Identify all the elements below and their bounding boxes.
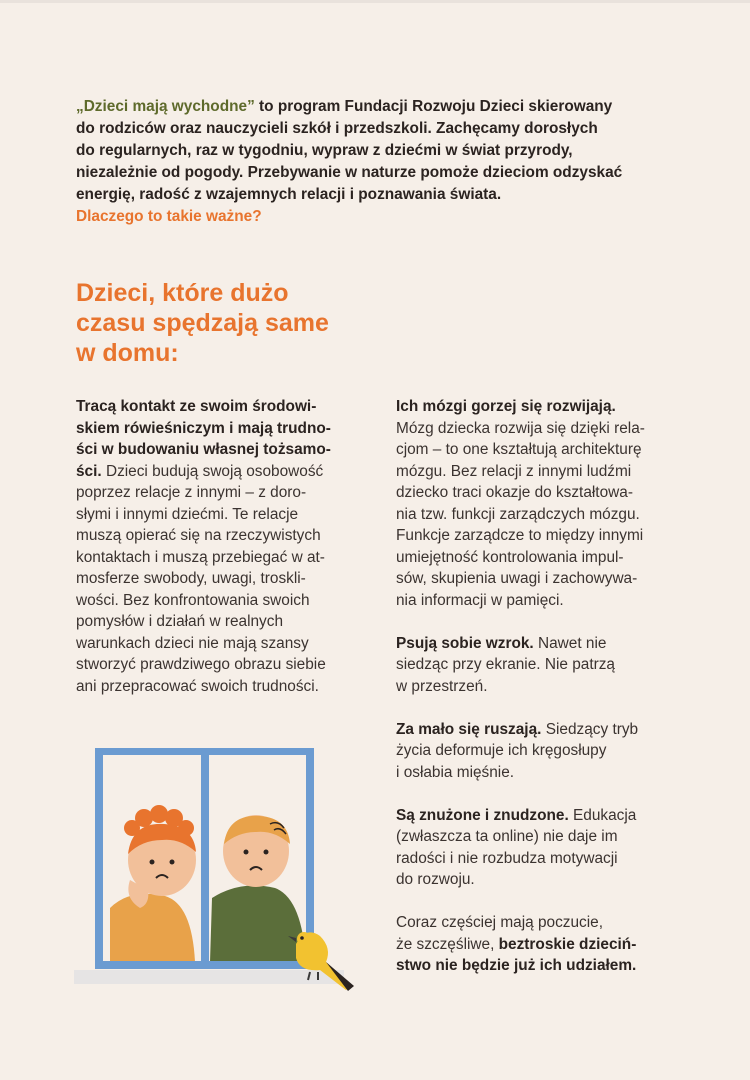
closing-line-1: Coraz częściej mają poczucie, bbox=[396, 914, 603, 931]
identity-heading-line-4: ści. bbox=[76, 462, 102, 480]
movement-first-rest: Siedzący tryb bbox=[541, 720, 639, 738]
bored-paragraph bbox=[396, 805, 686, 891]
closing-line-2-normal: że szczęśliwe, bbox=[396, 935, 499, 953]
intro-line-5: energię, radość z wzajemnych relacji i poznawania świata. bbox=[76, 186, 502, 203]
movement-line: życia deformuje ich kręgosłupy bbox=[396, 742, 607, 759]
window-sill bbox=[74, 970, 344, 984]
identity-line: ani przepracować swoich trudności. bbox=[76, 677, 319, 695]
identity-line-4-rest: Dzieci budują swoją osobowość bbox=[101, 462, 324, 480]
brain-line: mózgu. Bez relacji z innymi ludźmi bbox=[396, 462, 632, 480]
brain-paragraph bbox=[396, 396, 686, 611]
brain-heading: Ich mózgi gorzej się rozwijają. bbox=[396, 398, 616, 415]
identity-heading-line-2: skiem rówieśniczym i mają trudno- bbox=[76, 419, 331, 437]
eyes-heading: Psują sobie wzrok. bbox=[396, 634, 534, 652]
identity-line: muszą opierać się na rzeczywistych bbox=[76, 527, 321, 544]
program-name: „Dzieci mają wychodne” bbox=[76, 98, 255, 115]
intro-line-2: do rodziców oraz nauczycieli szkół i przedszkoli. Zachęcamy dorosłych bbox=[76, 120, 598, 137]
right-column bbox=[396, 396, 686, 998]
brain-line: sów, skupienia uwagi i zachowywa- bbox=[396, 570, 638, 587]
identity-line: warunkach dzieci nie mają szansy bbox=[76, 634, 309, 652]
identity-line: wości. Bez konfrontowania swoich bbox=[76, 591, 310, 609]
movement-paragraph bbox=[396, 719, 686, 784]
brain-line: umiejętność kontrolowania impul- bbox=[396, 548, 624, 566]
brain-line: nia informacji w pamięci. bbox=[396, 591, 564, 609]
closing-paragraph bbox=[396, 912, 686, 977]
identity-line-4 bbox=[76, 461, 376, 483]
brain-line: Mózg dziecka rozwija się dzięki rela- bbox=[396, 419, 645, 437]
left-column bbox=[76, 396, 376, 719]
bored-line: radości i nie rozbudza motywacji bbox=[396, 849, 618, 867]
headline-line-3: w domu: bbox=[76, 339, 179, 367]
movement-heading: Za mało się ruszają. bbox=[396, 720, 542, 738]
movement-line: i osłabia mięśnie. bbox=[396, 763, 515, 781]
identity-line: mosferze swobody, uwagi, troskli- bbox=[76, 570, 306, 587]
window-mullion bbox=[201, 751, 209, 965]
bored-heading: Są znużone i znudzone. bbox=[396, 806, 569, 824]
headline-line-2: czasu spędzają same bbox=[76, 309, 329, 337]
bored-line: (zwłaszcza ta online) nie daje im bbox=[396, 828, 618, 845]
identity-line: pomysłów i działań w realnych bbox=[76, 613, 284, 630]
intro-question: Dlaczego to takie ważne? bbox=[76, 208, 262, 225]
identity-line: słymi i innymi dziećmi. Te relacje bbox=[76, 505, 299, 523]
identity-line: poprzez relacje z innymi – z doro- bbox=[76, 484, 307, 501]
identity-line: stworzyć prawdziwego obrazu siebie bbox=[76, 656, 326, 673]
eyes-paragraph bbox=[396, 633, 686, 698]
intro-line-3: do regularnych, raz w tygodniu, wypraw z dziećmi w świat przyrody, bbox=[76, 142, 573, 159]
identity-paragraph bbox=[76, 396, 376, 697]
intro-line-4: niezależnie od pogody. Przebywanie w naturze pomoże dzieciom odzyskać bbox=[76, 164, 623, 181]
identity-line: kontaktach i muszą przebiegać w at- bbox=[76, 548, 325, 566]
window-with-children-icon bbox=[70, 748, 360, 998]
intro-paragraph bbox=[76, 96, 666, 228]
page-top-border bbox=[0, 0, 750, 3]
closing-line-3: stwo nie będzie już ich udziałem. bbox=[396, 957, 637, 974]
brain-line: dziecko traci okazje do kształtowa- bbox=[396, 484, 633, 501]
eyes-line: siedząc przy ekranie. Nie patrzą bbox=[396, 656, 615, 673]
bored-line: do rozwoju. bbox=[396, 871, 475, 888]
intro-line-1: to program Fundacji Rozwoju Dzieci skierowany bbox=[254, 98, 613, 115]
identity-heading-line-3: ści w budowaniu własnej tożsamo- bbox=[76, 441, 331, 458]
window-children-illustration bbox=[70, 748, 360, 998]
bored-first-rest: Edukacja bbox=[568, 806, 637, 824]
identity-heading-line-1: Tracą kontakt ze swoim środowi- bbox=[76, 398, 317, 415]
closing-line-2-bold: beztroskie dzieciń- bbox=[498, 935, 637, 953]
brain-line: cjom – to one kształtują architekturę bbox=[396, 441, 642, 458]
brain-line: Funkcje zarządcze to między innymi bbox=[396, 527, 644, 544]
eyes-line: w przestrzeń. bbox=[396, 677, 488, 695]
headline-line-1: Dzieci, które dużo bbox=[76, 279, 289, 307]
eyes-first-rest: Nawet nie bbox=[533, 634, 607, 652]
brain-line: nia tzw. funkcji zarządczych mózgu. bbox=[396, 505, 640, 523]
section-headline bbox=[76, 278, 396, 368]
